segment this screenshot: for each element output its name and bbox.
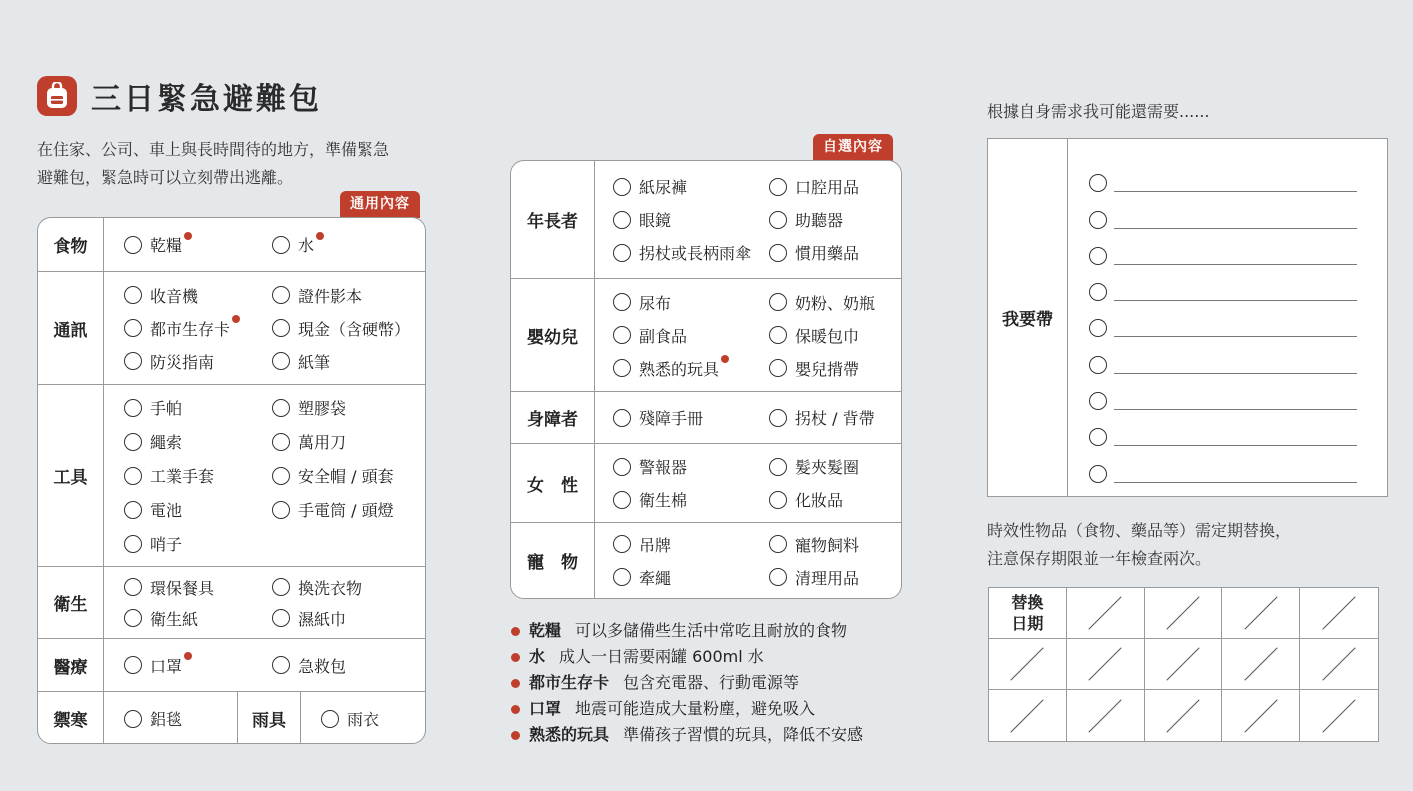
checkbox-circle[interactable] <box>613 359 631 377</box>
category-label: 嬰幼兒 <box>511 279 595 391</box>
date-cell[interactable] <box>1067 639 1145 690</box>
checkbox-item[interactable] <box>124 425 272 458</box>
bullet-icon <box>511 731 520 740</box>
note-term: 都市生存卡 <box>529 673 610 692</box>
row-medical <box>38 638 425 691</box>
checkbox-circle[interactable] <box>613 326 631 344</box>
optional-card <box>510 160 902 599</box>
checkbox-item[interactable] <box>613 450 769 483</box>
item-label: 吊牌 <box>639 535 672 555</box>
note-desc: 可以多儲備些生活中常吃且耐放的食物 <box>575 621 848 640</box>
date-cell[interactable] <box>1222 690 1300 741</box>
extra-items-box <box>987 138 1388 497</box>
checkbox-circle[interactable] <box>769 293 787 311</box>
write-in-line[interactable] <box>1089 378 1357 414</box>
checkbox-circle[interactable] <box>769 244 787 262</box>
checkbox-item[interactable] <box>272 459 425 492</box>
checkbox-circle[interactable] <box>272 236 290 254</box>
page-title: 三日緊急避難包 <box>91 82 322 117</box>
extra-lines <box>1068 139 1387 496</box>
note-dot <box>184 232 192 240</box>
checkbox-item[interactable] <box>124 702 182 735</box>
item-label: 熟悉的玩具 <box>639 359 720 379</box>
blank-line[interactable] <box>1114 445 1357 446</box>
checkbox-item[interactable] <box>272 572 425 603</box>
checkbox-circle[interactable] <box>272 501 290 519</box>
item-label: 換洗衣物 <box>298 578 363 598</box>
checkbox-circle[interactable] <box>769 491 787 509</box>
note-desc: 準備孩子習慣的玩具，降低不安感 <box>623 725 864 744</box>
item-label: 衛生棉 <box>639 491 688 510</box>
row-pet <box>511 522 901 598</box>
item-label: 髮夾髮圈 <box>795 458 860 477</box>
category-label: 通訊 <box>38 272 104 384</box>
checkbox-circle[interactable] <box>124 656 142 674</box>
row-cold-rain <box>38 691 425 744</box>
write-in-line[interactable] <box>1089 233 1357 269</box>
item-label: 化妝品 <box>795 491 844 510</box>
item-label: 助聽器 <box>795 211 844 230</box>
checkbox-circle[interactable] <box>124 710 142 728</box>
note-desc: 包含充電器、行動電源等 <box>623 673 800 692</box>
checkbox-item[interactable] <box>769 483 901 516</box>
blank-line[interactable] <box>1114 300 1357 301</box>
item-label: 寵物飼料 <box>795 535 860 555</box>
date-cell[interactable] <box>1067 690 1145 741</box>
write-in-line[interactable] <box>1089 269 1357 305</box>
item-label: 口腔用品 <box>795 178 860 197</box>
checkbox-circle[interactable] <box>124 578 142 596</box>
checkbox-circle[interactable] <box>272 433 290 451</box>
checkbox-item[interactable] <box>769 450 901 483</box>
checkbox-circle[interactable] <box>613 244 631 262</box>
checkbox-item[interactable] <box>613 236 769 269</box>
checkbox-circle[interactable] <box>1089 465 1107 483</box>
checkbox-circle[interactable] <box>124 286 142 304</box>
item-label: 手電筒 / 頭燈 <box>298 501 394 520</box>
bullet-icon <box>511 653 520 662</box>
checkbox-circle[interactable] <box>124 501 142 519</box>
blank-line[interactable] <box>1114 336 1357 337</box>
item-label: 哨子 <box>150 535 183 554</box>
checkbox-item[interactable] <box>769 319 901 352</box>
item-label: 嬰兒揹帶 <box>795 359 860 379</box>
write-in-line[interactable] <box>1089 341 1357 377</box>
checkbox-item[interactable] <box>613 319 769 352</box>
row-disabled <box>511 391 901 443</box>
date-cell[interactable] <box>1145 690 1223 741</box>
checkbox-item[interactable] <box>769 203 901 236</box>
blank-line[interactable] <box>1114 191 1357 192</box>
checkbox-circle[interactable] <box>272 286 290 304</box>
item-label: 口罩 <box>150 656 183 676</box>
note-item <box>511 696 863 722</box>
extra-heading: 根據自身需求我可能還需要...... <box>987 102 1210 121</box>
note-dot <box>316 232 324 240</box>
checkbox-item[interactable] <box>124 391 272 424</box>
checkbox-circle[interactable] <box>272 467 290 485</box>
checkbox-item[interactable] <box>124 572 272 603</box>
intro-text <box>37 136 427 192</box>
checkbox-circle[interactable] <box>124 352 142 370</box>
item-label: 鋁毯 <box>150 710 183 729</box>
date-cell[interactable] <box>1300 690 1378 741</box>
checkbox-item[interactable] <box>769 352 901 385</box>
checkbox-item[interactable] <box>124 603 272 634</box>
checkbox-circle[interactable] <box>769 458 787 476</box>
note-desc: 地震可能造成大量粉塵，避免吸入 <box>575 699 816 718</box>
checkbox-item[interactable] <box>124 312 272 345</box>
checkbox-item[interactable] <box>272 493 425 526</box>
note-term: 熟悉的玩具 <box>529 725 610 744</box>
date-cell[interactable] <box>989 639 1067 690</box>
item-label: 乾糧 <box>150 236 183 255</box>
blank-line[interactable] <box>1114 228 1357 229</box>
checkbox-item[interactable] <box>613 483 769 516</box>
optional-tag: 自選內容 <box>813 134 893 161</box>
item-label: 拐杖或長柄雨傘 <box>639 244 752 263</box>
item-label: 紙尿褲 <box>639 178 688 197</box>
category-label: 禦寒 <box>38 692 104 744</box>
reminder-line: 時效性物品（食物、藥品等）需定期替換， <box>987 521 1292 540</box>
extra-label: 我要帶 <box>988 139 1068 496</box>
item-label: 拐杖 / 背帶 <box>795 409 875 428</box>
checkbox-circle[interactable] <box>1089 283 1107 301</box>
blank-line[interactable] <box>1114 373 1357 374</box>
item-label: 收音機 <box>150 286 199 306</box>
checkbox-circle[interactable] <box>272 609 290 627</box>
reminder-text <box>987 517 1291 573</box>
checkbox-item[interactable] <box>272 279 425 312</box>
note-item <box>511 644 863 670</box>
item-label: 副食品 <box>639 326 688 346</box>
checkbox-item[interactable] <box>272 603 425 634</box>
item-label: 繩索 <box>150 433 183 452</box>
checkbox-item[interactable] <box>272 425 425 458</box>
item-label: 塑膠袋 <box>298 399 347 418</box>
note-term: 乾糧 <box>529 621 562 640</box>
checkbox-circle[interactable] <box>1089 247 1107 265</box>
date-cell[interactable] <box>1145 588 1223 639</box>
checkbox-circle[interactable] <box>769 359 787 377</box>
item-label: 證件影本 <box>298 286 363 306</box>
date-header-line: 替換 <box>1011 593 1044 612</box>
item-label: 慣用藥品 <box>795 244 860 263</box>
header <box>37 74 322 118</box>
checkbox-item[interactable] <box>124 649 272 682</box>
checkbox-circle[interactable] <box>1089 174 1107 192</box>
checkbox-item[interactable] <box>321 702 379 735</box>
write-in-line[interactable] <box>1089 160 1357 196</box>
category-label: 醫療 <box>38 639 104 691</box>
category-label: 寵 物 <box>511 523 595 598</box>
checkbox-item[interactable] <box>272 649 425 682</box>
notes-list <box>511 618 863 748</box>
date-cell[interactable] <box>1222 588 1300 639</box>
checkbox-circle[interactable] <box>124 535 142 553</box>
checkbox-item[interactable] <box>613 203 769 236</box>
date-cell[interactable] <box>1300 588 1378 639</box>
blank-line[interactable] <box>1114 409 1357 410</box>
item-label: 牽繩 <box>639 568 672 588</box>
checkbox-circle[interactable] <box>613 409 631 427</box>
checkbox-item[interactable] <box>769 528 901 561</box>
checkbox-item[interactable] <box>613 352 769 385</box>
checkbox-item[interactable] <box>272 228 425 261</box>
category-label: 女 性 <box>511 444 595 522</box>
checkbox-circle[interactable] <box>769 568 787 586</box>
checkbox-item[interactable] <box>613 528 769 561</box>
backpack-icon <box>37 76 77 116</box>
checkbox-item[interactable] <box>769 236 901 269</box>
category-label: 工具 <box>38 385 104 566</box>
item-label: 工業手套 <box>150 467 215 486</box>
row-infant <box>511 278 901 391</box>
checkbox-circle[interactable] <box>1089 428 1107 446</box>
date-cell[interactable] <box>1067 588 1145 639</box>
bullet-icon <box>511 705 520 714</box>
note-item <box>511 722 863 748</box>
checkbox-circle[interactable] <box>124 609 142 627</box>
checkbox-circle[interactable] <box>613 458 631 476</box>
write-in-line[interactable] <box>1089 450 1357 486</box>
replacement-date-grid <box>988 587 1379 742</box>
item-label: 環保餐具 <box>150 578 215 598</box>
checkbox-item[interactable] <box>124 279 272 312</box>
row-female <box>511 443 901 522</box>
checkbox-circle[interactable] <box>769 178 787 196</box>
checkbox-item[interactable] <box>272 345 425 378</box>
category-label: 年長者 <box>511 161 595 278</box>
item-label: 現金（含硬幣） <box>298 319 411 339</box>
checkbox-item[interactable] <box>769 401 901 434</box>
write-in-line[interactable] <box>1089 305 1357 341</box>
blank-line[interactable] <box>1114 482 1357 483</box>
checkbox-item[interactable] <box>613 170 769 203</box>
checkbox-item[interactable] <box>124 459 272 492</box>
item-label: 殘障手冊 <box>639 409 704 428</box>
note-item <box>511 670 863 696</box>
row-food <box>38 218 425 271</box>
checkbox-item[interactable] <box>769 170 901 203</box>
checkbox-circle[interactable] <box>321 710 339 728</box>
checkbox-item[interactable] <box>124 493 272 526</box>
checkbox-circle[interactable] <box>272 319 290 337</box>
item-label: 眼鏡 <box>639 211 672 230</box>
blank-line[interactable] <box>1114 264 1357 265</box>
checkbox-circle[interactable] <box>272 352 290 370</box>
checkbox-item[interactable] <box>272 312 425 345</box>
checkbox-circle[interactable] <box>1089 211 1107 229</box>
checkbox-item[interactable] <box>124 527 272 560</box>
item-label: 濕紙巾 <box>298 609 347 629</box>
checkbox-circle[interactable] <box>613 491 631 509</box>
item-label: 手帕 <box>150 399 183 418</box>
checkbox-circle[interactable] <box>613 568 631 586</box>
checkbox-circle[interactable] <box>769 409 787 427</box>
checkbox-circle[interactable] <box>613 211 631 229</box>
checkbox-circle[interactable] <box>1089 392 1107 410</box>
item-label: 防災指南 <box>150 352 215 372</box>
date-cell[interactable] <box>989 690 1067 741</box>
note-dot <box>184 652 192 660</box>
note-desc: 成人一日需要兩罐 600ml 水 <box>559 647 764 666</box>
bullet-icon <box>511 679 520 688</box>
row-tools <box>38 384 425 566</box>
row-hygiene <box>38 566 425 638</box>
date-cell[interactable] <box>1145 639 1223 690</box>
date-header <box>989 588 1067 639</box>
item-label: 萬用刀 <box>298 433 347 452</box>
intro-line: 避難包，緊急時可以立刻帶出逃離。 <box>37 168 294 187</box>
note-term: 口罩 <box>529 699 562 718</box>
checkbox-circle[interactable] <box>769 326 787 344</box>
checkbox-circle[interactable] <box>1089 319 1107 337</box>
intro-line: 在住家、公司、車上與長時間待的地方，準備緊急 <box>37 140 390 159</box>
category-label: 雨具 <box>238 692 301 744</box>
checkbox-circle[interactable] <box>613 293 631 311</box>
item-label: 清理用品 <box>795 568 860 588</box>
item-label: 雨衣 <box>347 710 380 729</box>
date-cell[interactable] <box>1222 639 1300 690</box>
checkbox-circle[interactable] <box>613 178 631 196</box>
checkbox-circle[interactable] <box>272 656 290 674</box>
item-label: 衛生紙 <box>150 609 199 629</box>
date-header-line: 日期 <box>1011 614 1044 633</box>
reminder-line: 注意保存期限並一年檢查兩次。 <box>987 549 1212 568</box>
note-dot <box>232 315 240 323</box>
bullet-icon <box>511 627 520 636</box>
item-label: 奶粉、奶瓶 <box>795 293 876 313</box>
checkbox-item[interactable] <box>124 345 272 378</box>
item-label: 電池 <box>150 501 183 520</box>
item-label: 尿布 <box>639 293 672 313</box>
note-term: 水 <box>529 647 546 666</box>
note-dot <box>721 355 729 363</box>
item-label: 安全帽 / 頭套 <box>298 467 394 486</box>
item-label: 水 <box>298 236 315 255</box>
row-elderly <box>511 161 901 278</box>
general-tag: 通用內容 <box>340 191 420 218</box>
category-label: 食物 <box>38 218 104 271</box>
general-card <box>37 217 426 744</box>
note-item <box>511 618 863 644</box>
checkbox-item[interactable] <box>613 286 769 319</box>
checkbox-circle[interactable] <box>613 535 631 553</box>
checkbox-item[interactable] <box>124 228 272 261</box>
category-label: 衛生 <box>38 567 104 638</box>
checkbox-item[interactable] <box>613 401 769 434</box>
item-label: 紙筆 <box>298 352 331 372</box>
checkbox-circle[interactable] <box>272 578 290 596</box>
checkbox-item[interactable] <box>272 391 425 424</box>
write-in-line[interactable] <box>1089 414 1357 450</box>
checkbox-item[interactable] <box>769 561 901 594</box>
item-label: 都市生存卡 <box>150 319 231 339</box>
item-label: 急救包 <box>298 656 347 676</box>
checkbox-circle[interactable] <box>769 535 787 553</box>
write-in-line[interactable] <box>1089 196 1357 232</box>
item-label: 保暖包巾 <box>795 326 860 346</box>
checkbox-circle[interactable] <box>272 399 290 417</box>
checkbox-circle[interactable] <box>124 236 142 254</box>
checkbox-circle[interactable] <box>124 319 142 337</box>
checkbox-circle[interactable] <box>1089 356 1107 374</box>
category-label: 身障者 <box>511 392 595 443</box>
checkbox-circle[interactable] <box>124 467 142 485</box>
checkbox-circle[interactable] <box>124 399 142 417</box>
row-comm <box>38 271 425 384</box>
checkbox-item[interactable] <box>769 286 901 319</box>
checkbox-circle[interactable] <box>124 433 142 451</box>
date-cell[interactable] <box>1300 639 1378 690</box>
item-label: 警報器 <box>639 458 688 477</box>
checkbox-item[interactable] <box>613 561 769 594</box>
checkbox-circle[interactable] <box>769 211 787 229</box>
